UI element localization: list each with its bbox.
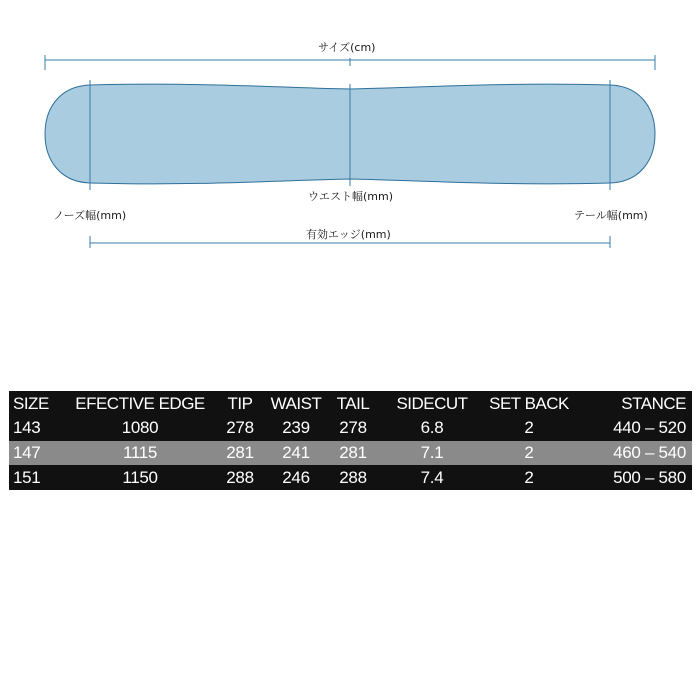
header-set-back: SET BACK	[489, 393, 569, 413]
size-dimension-line	[45, 55, 655, 70]
waist-width-label: ウエスト幅(mm)	[308, 190, 394, 203]
header-size: SIZE	[13, 393, 49, 413]
cell-tip: 278	[215, 416, 265, 441]
cell-tip: 281	[215, 441, 265, 466]
cell-size: 147	[9, 441, 65, 466]
table-row	[9, 465, 692, 490]
cell-effective-edge: 1080	[65, 416, 215, 441]
cell-stance: 500 – 580	[573, 465, 692, 490]
header-effective-edge: EFECTIVE EDGE	[75, 393, 205, 413]
cell-sidecut: 6.8	[379, 416, 485, 441]
effective-edge-label: 有効エッジ(mm)	[306, 228, 391, 241]
spec-table-header-row	[9, 391, 692, 416]
cell-tail: 278	[327, 416, 379, 441]
table-row	[9, 441, 692, 466]
cell-tail: 281	[327, 441, 379, 466]
header-tip: TIP	[227, 393, 253, 413]
cell-stance: 440 – 520	[573, 416, 692, 441]
cell-tip: 288	[215, 465, 265, 490]
header-stance: STANCE	[621, 393, 686, 413]
spec-table-grid	[9, 391, 692, 490]
tail-width-label: テール幅(mm)	[574, 209, 648, 222]
nose-width-label: ノーズ幅(mm)	[53, 209, 127, 222]
snowboard-diagram	[0, 0, 700, 260]
header-sidecut: SIDECUT	[396, 393, 468, 413]
cell-waist: 241	[265, 441, 327, 466]
cell-set-back: 2	[485, 441, 573, 466]
cell-size: 143	[9, 416, 65, 441]
cell-effective-edge: 1115	[65, 441, 215, 466]
spec-table	[9, 391, 692, 490]
cell-effective-edge: 1150	[65, 465, 215, 490]
cell-waist: 239	[265, 416, 327, 441]
cell-waist: 246	[265, 465, 327, 490]
cell-sidecut: 7.4	[379, 465, 485, 490]
cell-sidecut: 7.1	[379, 441, 485, 466]
cell-set-back: 2	[485, 465, 573, 490]
header-waist: WAIST	[270, 393, 322, 413]
cell-size: 151	[9, 465, 65, 490]
table-row	[9, 416, 692, 441]
cell-tail: 288	[327, 465, 379, 490]
size-label: サイズ(cm)	[318, 41, 376, 54]
cell-stance: 460 – 540	[573, 441, 692, 466]
cell-set-back: 2	[485, 416, 573, 441]
header-tail: TAIL	[336, 393, 370, 413]
